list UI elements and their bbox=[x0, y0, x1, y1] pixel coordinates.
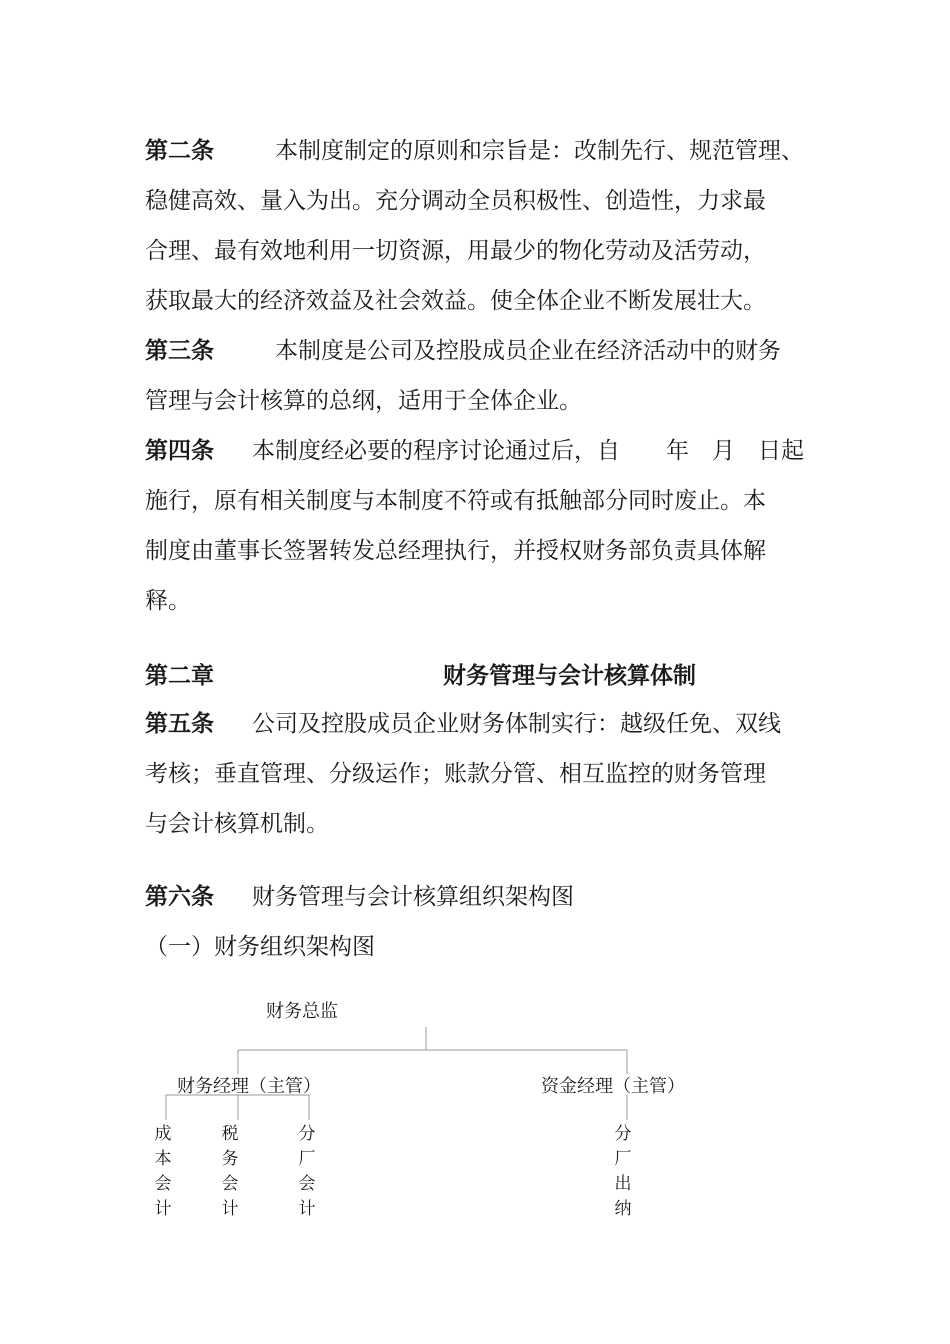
article-4-line-3: 制度由董事长签署转发总经理执行，并授权财务部负责具体解 bbox=[145, 538, 766, 564]
article-label: 第三条 bbox=[145, 337, 214, 364]
article-5-line-2: 考核；垂直管理、分级运作；账款分管、相互监控的财务管理 bbox=[145, 761, 766, 787]
org-node-cfo: 财务总监 bbox=[266, 1001, 338, 1022]
article-6-line-1: 第六条 财务管理与会计核算组织架构图 bbox=[145, 881, 825, 913]
org-node-finance-manager: 财务经理（主管） bbox=[177, 1076, 321, 1097]
article-2-line-4: 获取最大的经济效益及社会效益。使全体企业不断发展壮大。 bbox=[145, 288, 766, 314]
org-node-cost-accounting: 成 本 会 计 bbox=[154, 1124, 172, 1219]
org-node-fund-manager: 资金经理（主管） bbox=[541, 1076, 685, 1097]
org-node-branch-accounting: 分 厂 会 计 bbox=[298, 1124, 316, 1219]
article-3-line-1: 第三条 本制度是公司及控股成员企业在经济活动中的财务 bbox=[145, 335, 825, 367]
article-5-line-1: 第五条 公司及控股成员企业财务体制实行：越级任免、双线 bbox=[145, 708, 825, 740]
article-4-line-1: 第四条 本制度经必要的程序讨论通过后，自 年 月 日起 bbox=[145, 435, 825, 467]
article-4-line-2: 施行，原有相关制度与本制度不符或有抵触部分同时废止。本 bbox=[145, 488, 766, 514]
org-node-tax-accounting: 税 务 会 计 bbox=[221, 1124, 239, 1219]
article-2-line-3: 合理、最有效地利用一切资源，用最少的物化劳动及活劳动， bbox=[145, 238, 766, 264]
article-label: 第五条 bbox=[145, 710, 214, 737]
chapter-label: 第二章 bbox=[145, 662, 214, 689]
article-label: 第四条 bbox=[145, 437, 214, 464]
article-5-line-3: 与会计核算机制。 bbox=[145, 811, 329, 837]
article-label: 第六条 bbox=[145, 883, 214, 910]
chapter-title: 财务管理与会计核算体制 bbox=[443, 662, 696, 689]
org-chart-subheading: （一）财务组织架构图 bbox=[145, 934, 375, 960]
article-label: 第二条 bbox=[145, 137, 214, 164]
article-3-line-2: 管理与会计核算的总纲，适用于全体企业。 bbox=[145, 388, 582, 414]
article-2-line-2: 稳健高效、量入为出。充分调动全员积极性、创造性，力求最 bbox=[145, 188, 766, 214]
org-node-branch-cashier: 分 厂 出 纳 bbox=[614, 1124, 632, 1219]
article-4-line-4: 释。 bbox=[145, 588, 191, 614]
article-2-line-1: 第二条 本制度制定的原则和宗旨是：改制先行、规范管理、 bbox=[145, 135, 825, 167]
